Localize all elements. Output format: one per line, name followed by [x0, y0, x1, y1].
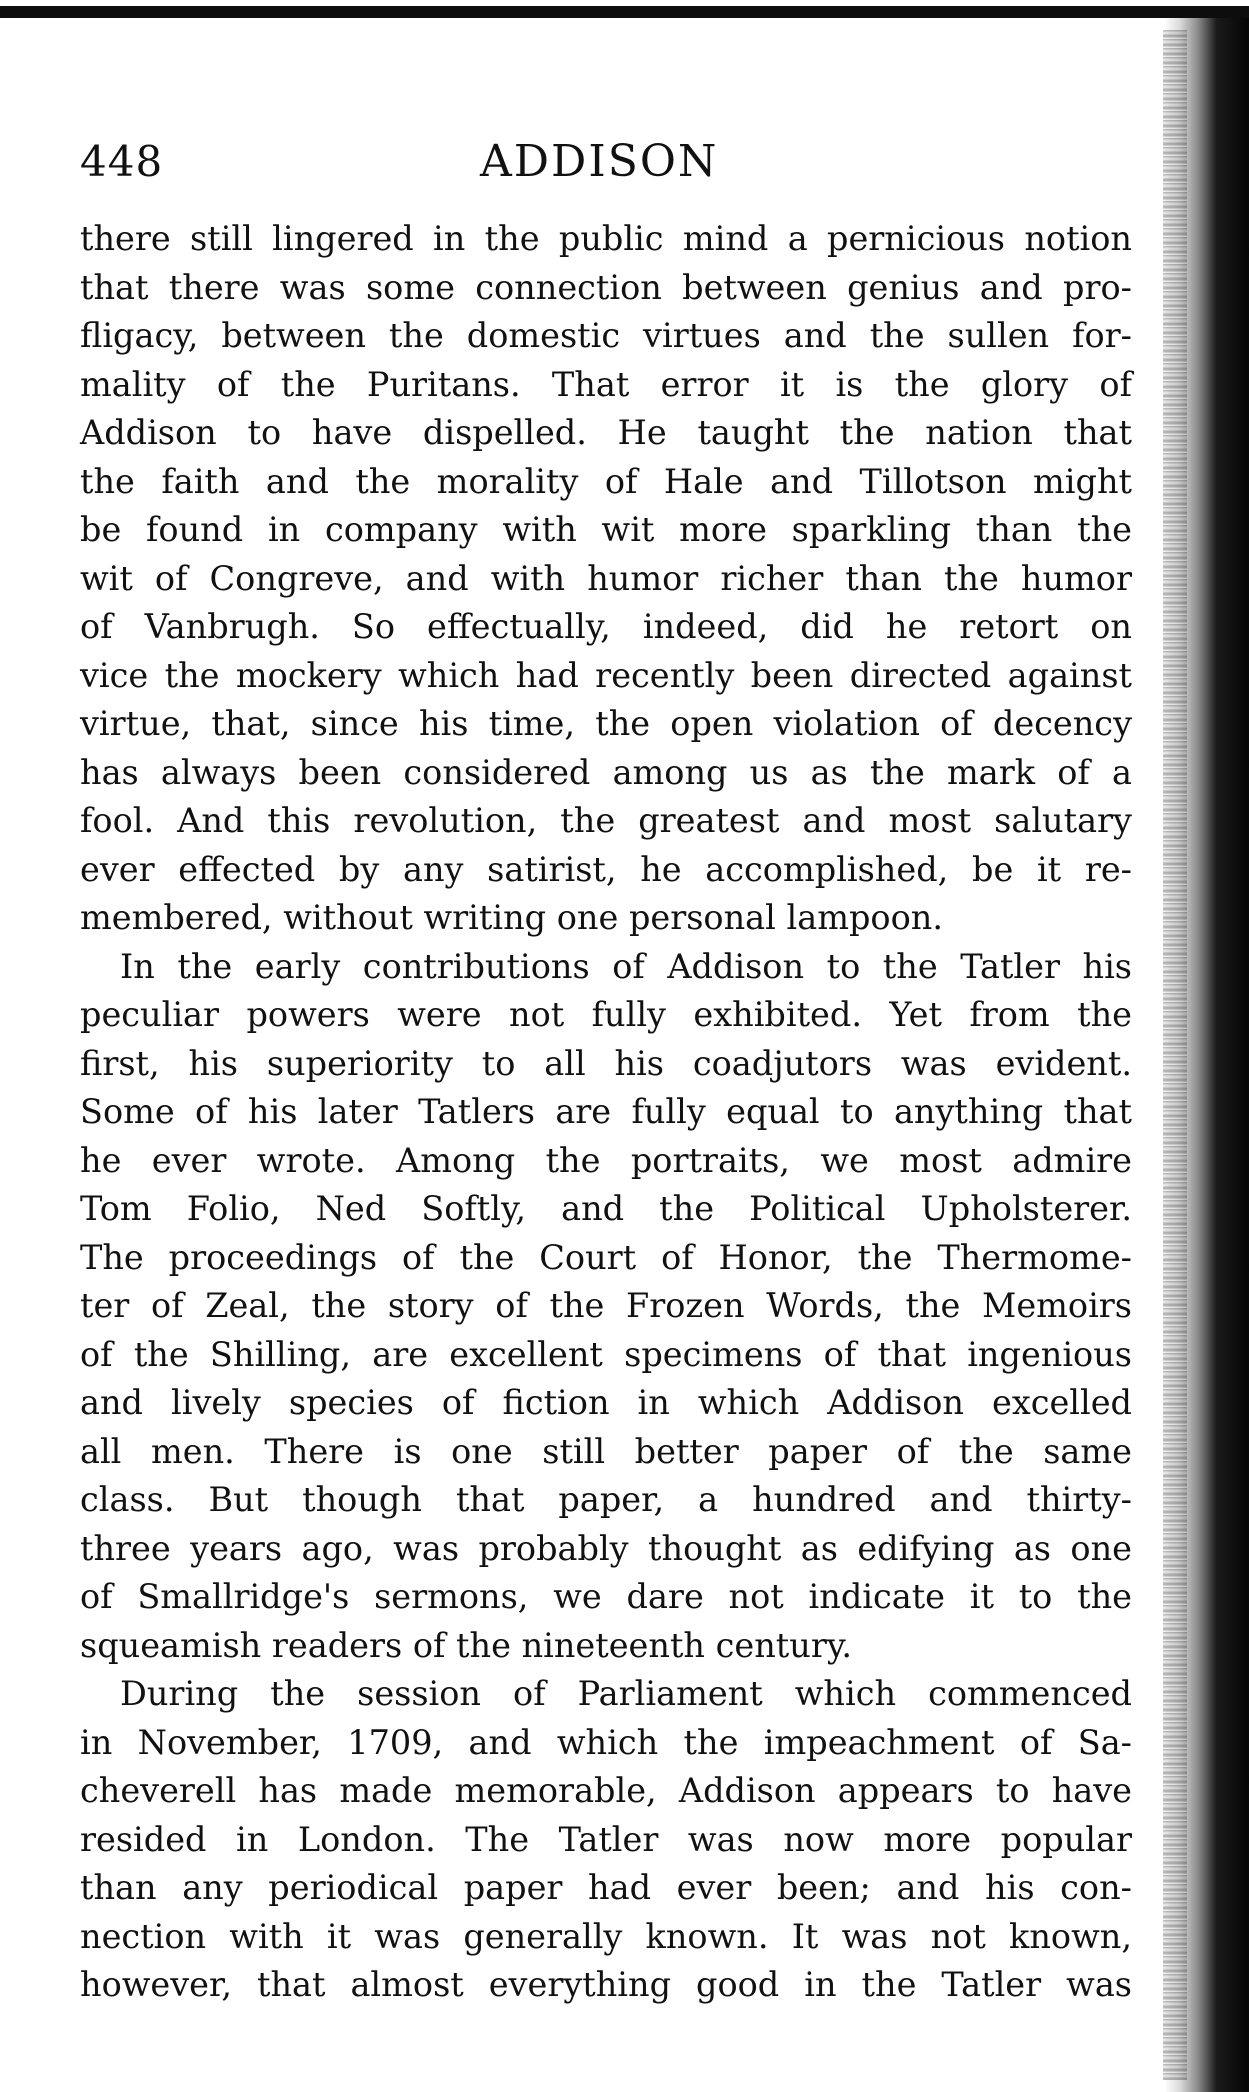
text-line: mality of the Puritans. That error it is the glory of [80, 364, 1132, 404]
paragraph [80, 943, 1132, 1671]
page-header [80, 132, 1130, 192]
text-line: fool. And this revolution, the greatest and most salutary [80, 801, 1132, 840]
text-line: ever effected by any satirist, he accomplished, be it re- [80, 849, 1132, 889]
text-line: of the Shilling, are excellent specimens of that ingenious [80, 1334, 1132, 1374]
text-line: and lively species of fiction in which Addison excelled [80, 1383, 1132, 1422]
text-line: squeamish readers of the nineteenth century. [80, 1625, 852, 1665]
text-line: The proceedings of the Court of Honor, the Thermome- [80, 1237, 1132, 1277]
text-line: however, that almost everything good in the Tatler was [80, 1965, 1132, 2004]
text-line: in November, 1709, and which the impeachment of Sa- [80, 1722, 1132, 1762]
paragraph [80, 1670, 1132, 2010]
text-line: has always been considered among us as the mark of a [80, 752, 1132, 792]
text-line: be found in company with wit more sparkling than the [80, 510, 1132, 549]
text-line: of Vanbrugh. So effectually, indeed, did he retort on [80, 607, 1132, 646]
text-line: Addison to have dispelled. He taught the nation that [80, 413, 1132, 452]
text-line: first, his superiority to all his coadjutors was evident. [80, 1043, 1132, 1083]
running-head: ADDISON [480, 136, 719, 187]
text-line: class. But though that paper, a hundred and thirty- [80, 1480, 1132, 1519]
text-line: membered, without writing one personal lampoon. [80, 898, 943, 937]
text-line: wit of Congreve, and with humor richer than the humor [80, 558, 1132, 598]
text-line: During the session of Parliament which commenced [120, 1674, 1132, 1713]
text-line: there still lingered in the public mind a pernicious notion [80, 219, 1132, 258]
text-line: Some of his later Tatlers are fully equal to anything that [80, 1092, 1132, 1131]
text-line: Tom Folio, Ned Softly, and the Political Upholsterer. [80, 1189, 1132, 1228]
page-number: 448 [80, 137, 164, 186]
text-line: vice the mockery which had recently been directed against [80, 655, 1132, 695]
text-line: ter of Zeal, the story of the Frozen Words, the Memoirs [80, 1286, 1132, 1325]
text-line: that there was some connection between genius and pro- [80, 267, 1132, 307]
text-line: of Smallridge's sermons, we dare not indicate it to the [80, 1577, 1132, 1616]
paragraph [80, 215, 1132, 943]
text-line: three years ago, was probably thought as edifying as one [80, 1528, 1132, 1568]
text-line: than any periodical paper had ever been; and his con- [80, 1868, 1132, 1907]
text-line: all men. There is one still better paper of the same [80, 1431, 1132, 1471]
binding-texture [1163, 30, 1187, 2080]
text-line: In the early contributions of Addison to the Tatler his [120, 946, 1132, 986]
top-rule [0, 6, 1249, 18]
text-line: virtue, that, since his time, the open violation of decency [80, 704, 1132, 743]
body-text [80, 215, 1132, 2010]
text-line: resided in London. The Tatler was now more popular [80, 1819, 1132, 1859]
text-line: nection with it was generally known. It was not known, [80, 1916, 1132, 1956]
text-line: he ever wrote. Among the portraits, we most admire [80, 1140, 1132, 1180]
text-line: the faith and the morality of Hale and Tillotson might [80, 461, 1132, 501]
text-line: fligacy, between the domestic virtues and the sullen for- [80, 316, 1132, 355]
text-line: peculiar powers were not fully exhibited. Yet from the [80, 995, 1132, 1034]
text-line: cheverell has made memorable, Addison appears to have [80, 1771, 1132, 1810]
